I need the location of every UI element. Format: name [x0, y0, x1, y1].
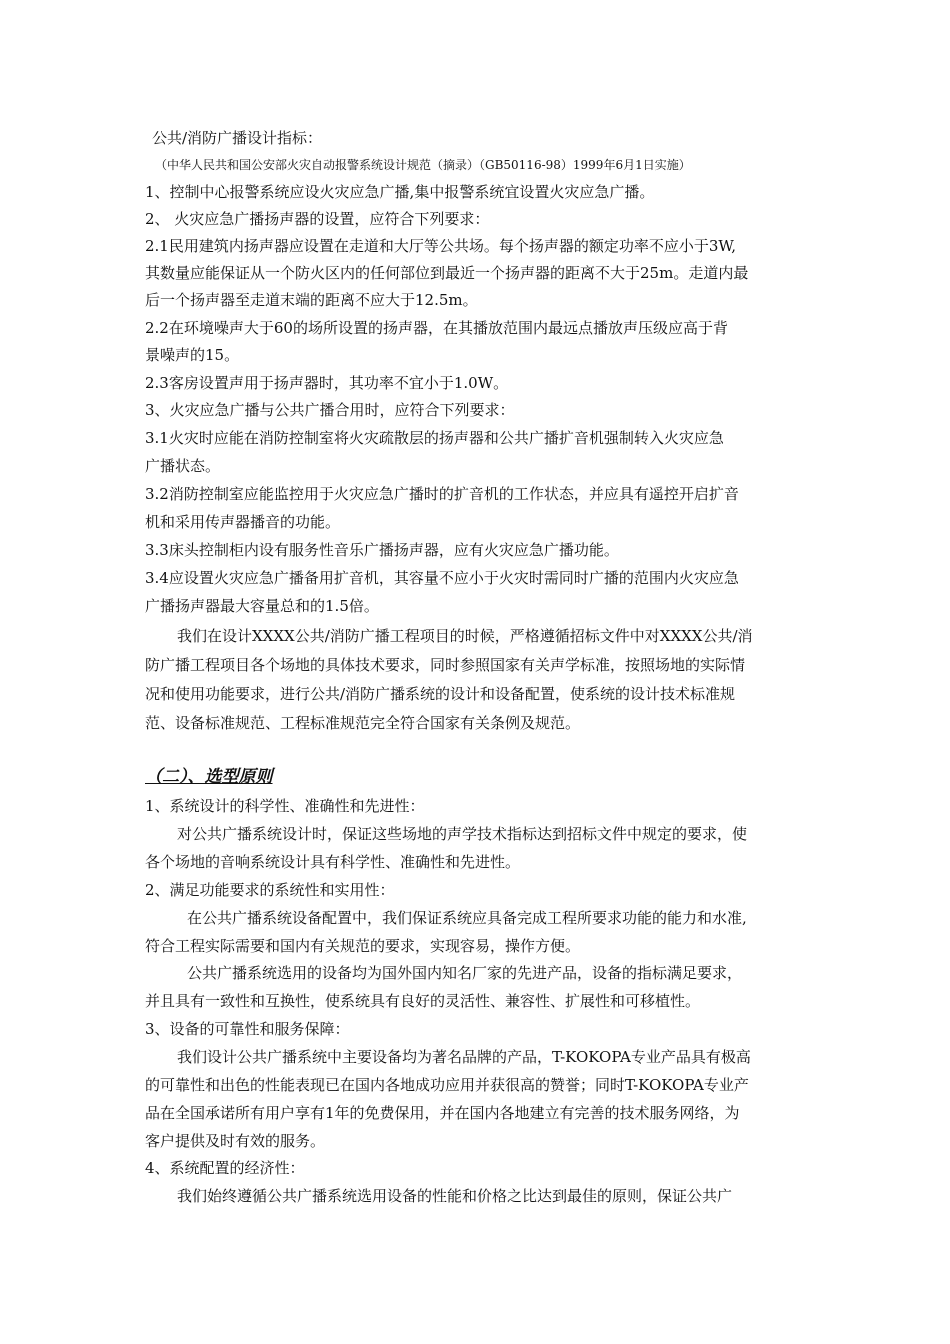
clause-1: 1、控制中心报警系统应设火灾应急广播,集中报警系统宜设置火灾应急广播。 — [145, 183, 655, 201]
clause-2-3: 2.3客房设置声用于扬声器时，其功率不宜小于1.0W。 — [145, 374, 509, 392]
principle-2: 2、满足功能要求的系统性和实用性： — [145, 881, 395, 899]
intro-paragraph-line-4: 范、设备标准规范、工程标准规范完全符合国家有关条例及规范。 — [145, 714, 581, 732]
principle-1-line-2: 各个场地的音响系统设计具有科学性、准确性和先进性。 — [145, 853, 521, 871]
principle-4: 4、系统配置的经济性： — [145, 1159, 305, 1177]
principle-4-line-1: 我们始终遵循公共广播系统选用设备的性能和价格之比达到最佳的原则，保证公共广 — [177, 1187, 733, 1205]
principle-3-line-4: 客户提供及时有效的服务。 — [145, 1132, 326, 1150]
intro-paragraph-line-3: 况和使用功能要求，进行公共/消防广播系统的设计和设备配置，使系统的设计技术标准规 — [145, 685, 736, 703]
section-title: 公共/消防广播设计指标： — [152, 129, 323, 147]
clause-3-4-line-2: 广播扬声器最大容量总和的1.5倍。 — [145, 597, 379, 615]
clause-3-4-line-1: 3.4应设置火灾应急广播备用扩音机，其容量不应小于火灾时需同时广播的范围内火灾应急 — [145, 569, 739, 587]
principle-1-line-1: 对公共广播系统设计时，保证这些场地的声学技术指标达到招标文件中规定的要求，使 — [177, 825, 748, 843]
clause-2-2-line-2: 景噪声的15。 — [145, 346, 240, 364]
clause-2-2-line-1: 2.2在环境噪声大于60的场所设置的扬声器，在其播放范围内最远点播放声压级应高于背 — [145, 319, 728, 337]
principle-2-line-1: 在公共广播系统设备配置中，我们保证系统应具备完成工程所要求功能的能力和水准, — [187, 909, 747, 927]
clause-2: 2、 火灾应急广播扬声器的设置，应符合下列要求： — [145, 210, 490, 228]
principle-3-line-1: 我们设计公共广播系统中主要设备均为著名品牌的产品，T-KOKOPA专业产品具有极高 — [177, 1048, 751, 1066]
intro-paragraph-line-1: 我们在设计XXXX公共/消防广播工程项目的时候，严格遵循招标文件中对XXXX公共/消 — [177, 627, 753, 645]
principle-1: 1、系统设计的科学性、准确性和先进性： — [145, 797, 425, 815]
principle-2-line-4: 并且具有一致性和互换性，使系统具有良好的灵活性、兼容性、扩展性和可移植性。 — [145, 992, 701, 1010]
clause-2-1-line-1: 2.1民用建筑内扬声器应设置在走道和大厅等公共场。每个扬声器的额定功率不应小于3W, — [145, 237, 736, 255]
principle-2-line-3: 公共广播系统选用的设备均为国外国内知名厂家的先进产品，设备的指标满足要求， — [187, 964, 743, 982]
clause-3-2-line-1: 3.2消防控制室应能监控用于火灾应急广播时的扩音机的工作状态，并应具有遥控开启扩音 — [145, 485, 739, 503]
clause-3-1-line-1: 3.1火灾时应能在消防控制室将火灾疏散层的扬声器和公共广播扩音机强制转入火灾应急 — [145, 429, 724, 447]
clause-2-1-line-3: 后一个扬声器至走道末端的距离不应大于12.5m。 — [145, 291, 478, 309]
principle-3-line-2: 的可靠性和出色的性能表现已在国内各地成功应用并获很高的赞誉；同时T-KOKOPA专业产 — [145, 1076, 749, 1094]
clause-3-1-line-2: 广播状态。 — [145, 457, 221, 475]
principle-2-line-2: 符合工程实际需要和国内有关规范的要求，实现容易，操作方便。 — [145, 937, 581, 955]
clause-2-1-line-2: 其数量应能保证从一个防火区内的任何部位到最近一个扬声器的距离不大于25m。走道内最 — [145, 264, 749, 282]
clause-3-2-line-2: 机和采用传声器播音的功能。 — [145, 513, 341, 531]
intro-paragraph-line-2: 防广播工程项目各个场地的具体技术要求，同时参照国家有关声学标准，按照场地的实际情 — [145, 656, 746, 674]
standard-citation: （中华人民共和国公安部火灾自动报警系统设计规范（摘录）（GB50116-98）1999年6月1日实施） — [155, 158, 691, 172]
clause-3-3: 3.3床头控制柜内设有服务性音乐广播扬声器，应有火灾应急广播功能。 — [145, 541, 619, 559]
clause-3: 3、火灾应急广播与公共广播合用时，应符合下列要求： — [145, 401, 515, 419]
section-heading: （二）、选型原则 — [145, 767, 273, 787]
principle-3: 3、设备的可靠性和服务保障： — [145, 1020, 350, 1038]
principle-3-line-3: 品在全国承诺所有用户享有1年的免费保用，并在国内各地建立有完善的技术服务网络，为 — [145, 1104, 740, 1122]
